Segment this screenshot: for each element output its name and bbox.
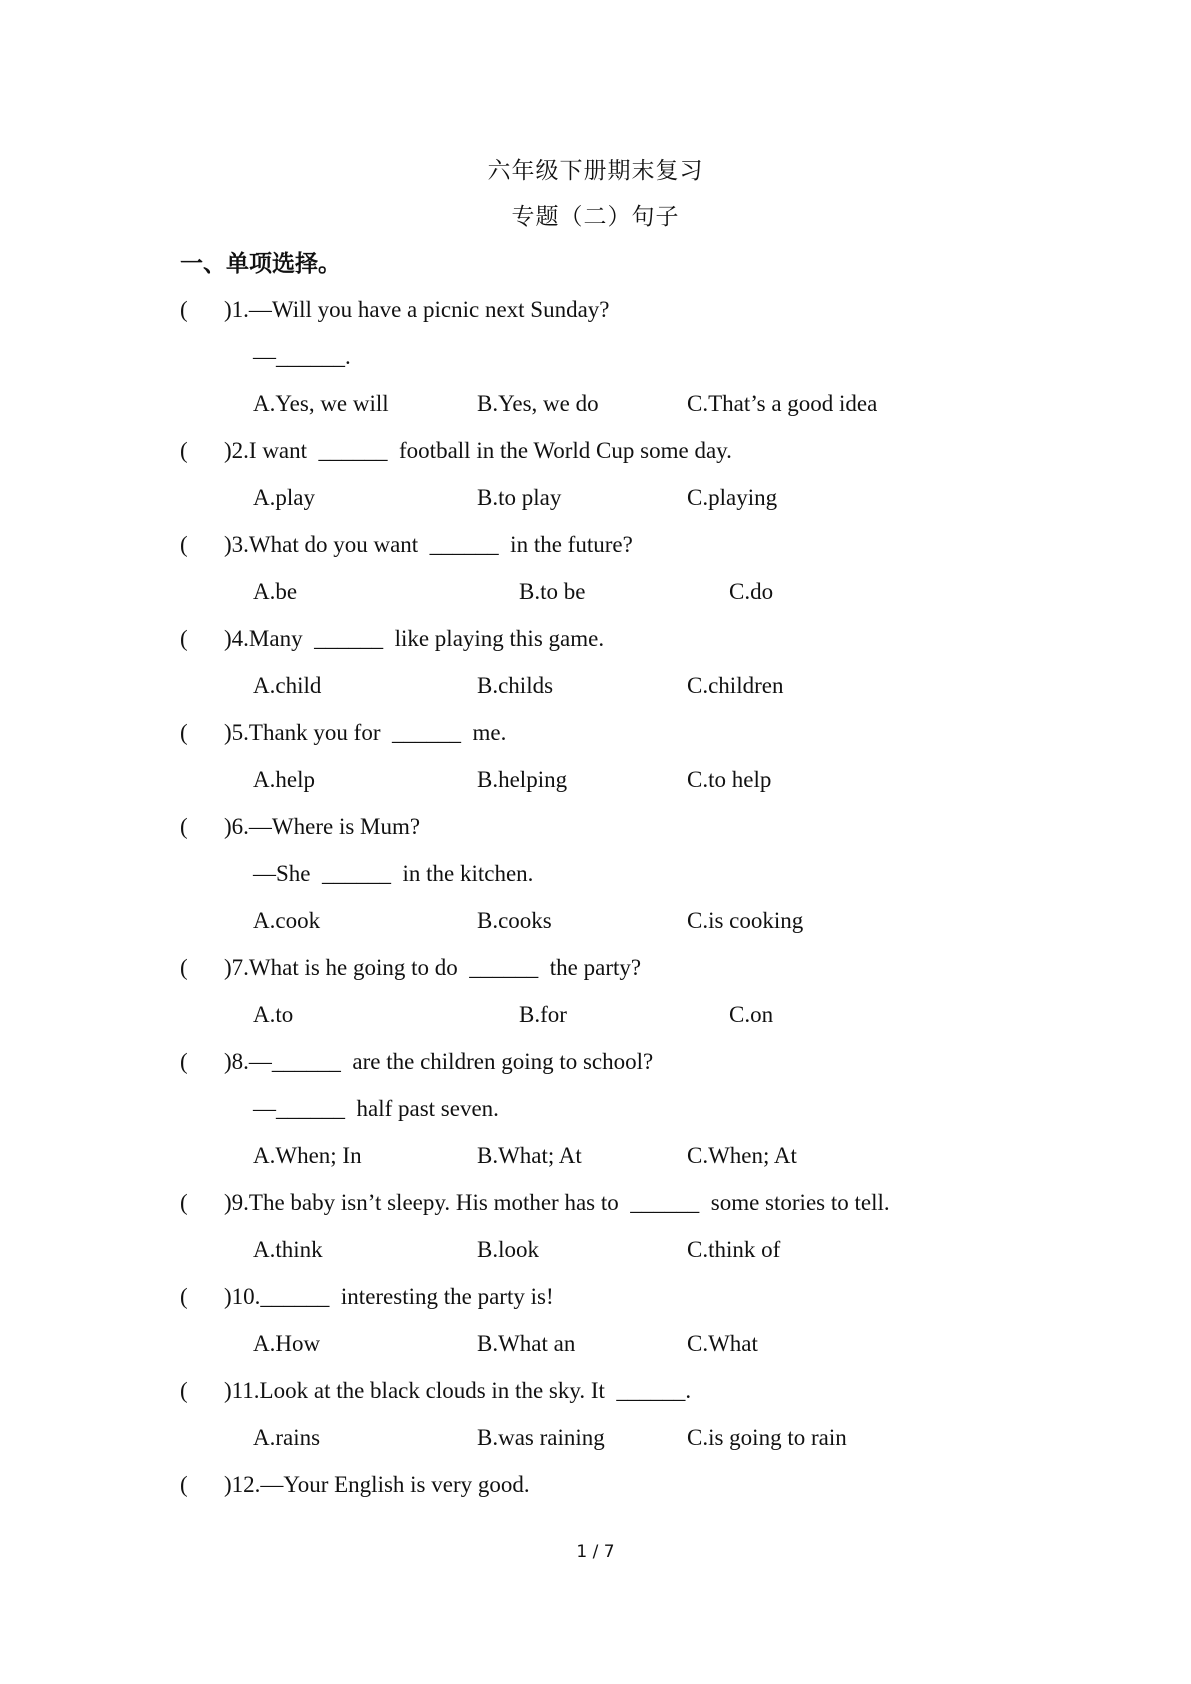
question-stem: )9.The baby isn’t sleepy. His mother has to ______ some stories to tell. [224,1190,890,1215]
page-title: 六年级下册期末复习 [487,158,704,184]
option-a: A.When; In [253,1143,362,1168]
option-c: C.children [687,673,784,698]
option-a: A.child [253,673,322,698]
answer-paren: ( [180,1378,188,1403]
option-b: B.Yes, we do [477,391,599,416]
option-c: C.think of [687,1237,781,1262]
question-line2: —______ half past seven. [253,1096,499,1121]
question-stem: )2.I want ______ football in the World Cup some day. [224,438,732,463]
section-heading: 一、单项选择。 [180,251,341,277]
question-stem: )11.Look at the black clouds in the sky. It ______. [224,1378,692,1403]
option-a: A.be [253,579,298,604]
question-stem: )10.______ interesting the party is! [224,1284,554,1309]
answer-paren: ( [180,1190,188,1215]
answer-paren: ( [180,532,188,557]
answer-paren: ( [180,1049,188,1074]
question-line2: —______. [253,344,351,369]
option-b: B.to play [477,485,562,510]
option-c: C.to help [687,767,772,792]
option-c: C.playing [687,485,778,510]
option-c: C.What [687,1331,758,1356]
answer-paren: ( [180,814,188,839]
option-b: B.helping [477,767,568,792]
option-a: A.think [253,1237,323,1262]
option-c: C.When; At [687,1143,797,1168]
option-c: C.is going to rain [687,1425,847,1450]
option-b: B.was raining [477,1425,605,1450]
option-a: A.cook [253,908,321,933]
option-c: C.is cooking [687,908,804,933]
option-c: C.on [729,1002,774,1027]
answer-paren: ( [180,720,188,745]
option-c: C.That’s a good idea [687,391,878,416]
answer-paren: ( [180,955,188,980]
answer-paren: ( [180,438,188,463]
answer-paren: ( [180,1284,188,1309]
answer-paren: ( [180,297,188,322]
page-subtitle: 专题（二）句子 [511,204,680,230]
question-stem: )6.—Where is Mum? [224,814,421,839]
question-stem: )1.—Will you have a picnic next Sunday? [224,297,610,322]
question-stem: )4.Many ______ like playing this game. [224,626,605,651]
option-b: B.for [519,1002,567,1027]
option-b: B.What an [477,1331,576,1356]
answer-paren: ( [180,1472,188,1497]
page-number: 1 / 7 [576,1542,615,1562]
question-stem: )5.Thank you for ______ me. [224,720,507,745]
question-stem: )7.What is he going to do ______ the party? [224,955,642,980]
option-a: A.help [253,767,315,792]
option-b: B.cooks [477,908,552,933]
question-stem: )3.What do you want ______ in the future? [224,532,633,557]
option-b: B.What; At [477,1143,582,1168]
option-a: A.to [253,1002,294,1027]
option-c: C.do [729,579,774,604]
option-a: A.rains [253,1425,321,1450]
option-b: B.childs [477,673,554,698]
question-stem: )8.—______ are the children going to school? [224,1049,654,1074]
question-stem: )12.—Your English is very good. [224,1472,530,1497]
option-a: A.Yes, we will [253,391,389,416]
option-b: B.to be [519,579,586,604]
option-b: B.look [477,1237,539,1262]
answer-paren: ( [180,626,188,651]
question-line2: —She ______ in the kitchen. [253,861,534,886]
option-a: A.How [253,1331,321,1356]
option-a: A.play [253,485,315,510]
